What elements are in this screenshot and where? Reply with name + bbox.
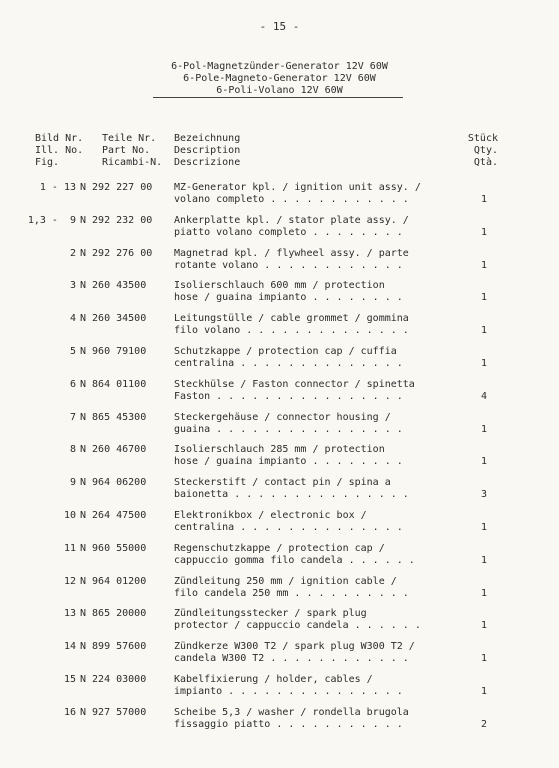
quantity: 4 (480, 390, 487, 402)
quantity: 1 (480, 587, 487, 599)
part-number: N 964 06200 (80, 477, 147, 489)
part-number: N 864 01100 (80, 378, 147, 390)
description-line-1: Schutzkappe / protection cap / cuffia (174, 346, 397, 357)
description-line-1: Magnetrad kpl. / flywheel assy. / parte (174, 247, 409, 259)
table-row (0, 543, 559, 573)
header-description: Bezeichnung Description Descrizione (174, 133, 241, 168)
header-part-number: Teile Nr. Part No. Ricambi-N. (102, 133, 163, 168)
description-line-1: Elektronikbox / electronic box / (174, 510, 367, 521)
description-line-1: Leitungstülle / cable grommet / gommina (174, 313, 409, 325)
description-line-1: Isolierschlauch 600 mm / protection (174, 280, 385, 292)
figure-number: 5 (69, 346, 76, 357)
table-row (0, 674, 559, 704)
part-number: N 264 47500 (80, 510, 147, 521)
table-row (0, 280, 559, 310)
description-line-1: Zündleitungsstecker / spark plug (174, 608, 367, 620)
quantity: 3 (480, 489, 487, 501)
figure-number: 1,3 - 9 (27, 214, 76, 226)
table-row (0, 346, 559, 376)
figure-number: 13 (63, 608, 76, 620)
table-row (0, 510, 559, 540)
figure-number: 9 (69, 477, 76, 489)
description-line-1: MZ-Generator kpl. / ignition unit assy. / (174, 182, 421, 193)
table-row (0, 412, 559, 442)
description-line-2: filo volano . . . . . . . . . . . . . . (174, 325, 409, 337)
quantity: 1 (480, 686, 487, 697)
description-line-1: Isolierschlauch 285 mm / protection (174, 444, 385, 456)
quantity: 1 (480, 325, 487, 337)
description-line-2: guaina . . . . . . . . . . . . . . . . (174, 423, 403, 435)
quantity: 1 (480, 620, 487, 632)
part-number: N 964 01200 (80, 575, 147, 587)
table-row (0, 608, 559, 638)
description-line-1: Zündkerze W300 T2 / spark plug W300 T2 / (174, 641, 415, 653)
description-line-2: cappuccio gomma filo candela . . . . . . (174, 554, 415, 566)
quantity: 1 (480, 259, 487, 271)
part-number: N 260 43500 (80, 280, 147, 292)
title-line-english: 6-Pole-Magneto-Generator 12V 60W (183, 73, 376, 84)
figure-number: 4 (69, 313, 76, 325)
figure-number: 11 (63, 542, 76, 554)
description-line-2: centralina . . . . . . . . . . . . . . (174, 358, 403, 369)
description-line-2: piatto volano completo . . . . . . . . (174, 226, 403, 238)
quantity: 1 (480, 423, 487, 435)
description-line-2: impianto . . . . . . . . . . . . . . . (174, 686, 403, 697)
table-row (0, 313, 559, 343)
table-row (0, 182, 559, 212)
figure-number: 2 (69, 247, 76, 259)
description-line-1: Kabelfixierung / holder, cables / (174, 674, 373, 685)
header-figure-number: Bild Nr. Ill. No. Fig. (35, 133, 84, 168)
part-number: N 927 57000 (80, 706, 147, 718)
description-line-2: hose / guaina impianto . . . . . . . . (174, 292, 403, 304)
part-number: N 960 79100 (80, 346, 147, 357)
part-number: N 960 55000 (80, 542, 147, 554)
quantity: 1 (480, 194, 487, 205)
table-row (0, 379, 559, 409)
quantity: 1 (480, 554, 487, 566)
figure-number: 16 (63, 706, 76, 718)
page-number: - 15 - (259, 20, 300, 33)
table-row (0, 248, 559, 278)
quantity: 1 (480, 226, 487, 238)
figure-number: 7 (69, 411, 76, 423)
part-number: N 224 03000 (80, 674, 147, 685)
table-row (0, 576, 559, 606)
description-line-2: Faston . . . . . . . . . . . . . . . . (174, 390, 403, 402)
part-number: N 865 20000 (80, 608, 147, 620)
figure-number: 3 (69, 280, 76, 292)
header-quantity: Stück Qty. Qtà. (467, 133, 498, 168)
description-line-2: protector / cappuccio candela . . . . . . (174, 620, 421, 632)
description-line-1: Scheibe 5,3 / washer / rondella brugola (174, 706, 409, 718)
quantity: 1 (480, 358, 487, 369)
part-number: N 260 46700 (80, 444, 147, 456)
title-line-italian: 6-Poli-Volano 12V 60W (216, 85, 343, 96)
figure-number: 6 (69, 378, 76, 390)
part-number: N 292 276 00 (80, 247, 153, 259)
part-number: N 899 57600 (80, 641, 147, 653)
description-line-1: Zündleitung 250 mm / ignition cable / (174, 575, 397, 587)
description-line-2: candela W300 T2 . . . . . . . . . . . . (174, 653, 409, 665)
part-number: N 292 227 00 (80, 182, 153, 193)
title-underline (153, 97, 403, 98)
description-line-2: fissaggio piatto . . . . . . . . . . . (174, 718, 403, 730)
description-line-2: centralina . . . . . . . . . . . . . . (174, 522, 403, 533)
figure-number: 10 (63, 510, 76, 521)
table-row (0, 477, 559, 507)
part-number: N 292 232 00 (80, 214, 153, 226)
figure-number: 12 (63, 575, 76, 587)
description-line-1: Ankerplatte kpl. / stator plate assy. / (174, 214, 409, 226)
part-number: N 260 34500 (80, 313, 147, 325)
part-number: N 865 45300 (80, 411, 147, 423)
table-row (0, 215, 559, 245)
table-row (0, 707, 559, 737)
figure-number: 15 (63, 674, 76, 685)
description-line-1: Steckhülse / Faston connector / spinetta (174, 378, 415, 390)
figure-number: 14 (63, 641, 76, 653)
quantity: 1 (480, 292, 487, 304)
quantity: 2 (480, 718, 487, 730)
table-row (0, 444, 559, 474)
title-line-german: 6-Pol-Magnetzünder-Generator 12V 60W (171, 61, 388, 72)
description-line-1: Steckerstift / contact pin / spina a (174, 477, 391, 489)
description-line-2: baionetta . . . . . . . . . . . . . . . (174, 489, 409, 501)
description-line-2: volano completo . . . . . . . . . . . . (174, 194, 409, 205)
figure-number: 8 (69, 444, 76, 456)
description-line-1: Regenschutzkappe / protection cap / (174, 542, 385, 554)
description-line-2: rotante volano . . . . . . . . . . . . (174, 259, 403, 271)
quantity: 1 (480, 653, 487, 665)
description-line-1: Steckergehäuse / connector housing / (174, 411, 391, 423)
description-line-2: filo candela 250 mm . . . . . . . . . . (174, 587, 409, 599)
quantity: 1 (480, 456, 487, 468)
quantity: 1 (480, 522, 487, 533)
table-row (0, 641, 559, 671)
description-line-2: hose / guaina impianto . . . . . . . . (174, 456, 403, 468)
figure-number: 1 - 13 (39, 182, 76, 193)
